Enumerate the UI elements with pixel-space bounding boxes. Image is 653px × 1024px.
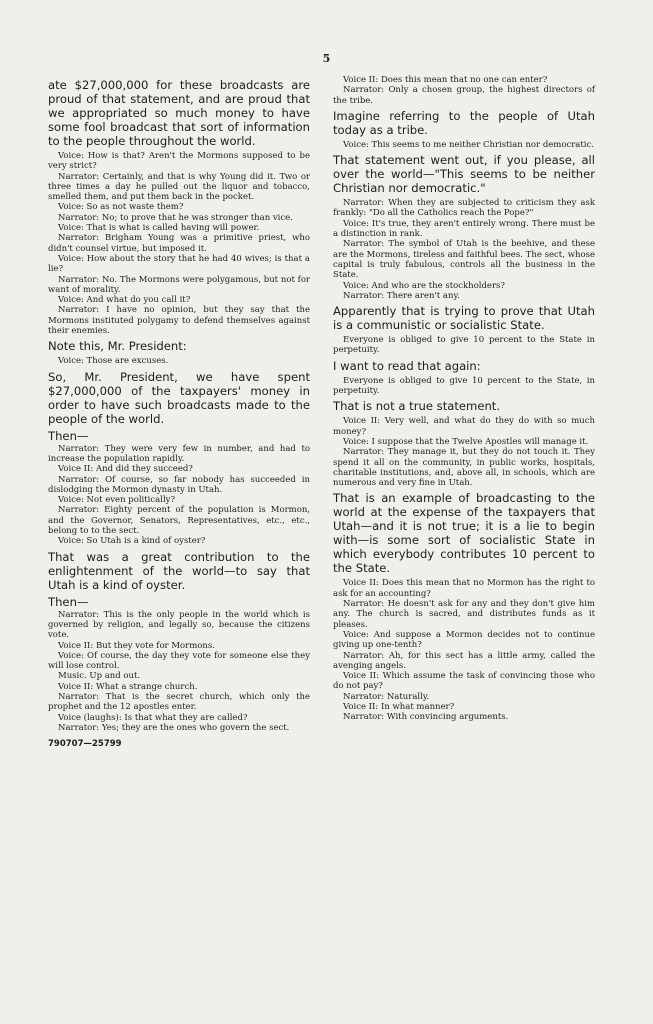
right-dialogue-line: Voice: This seems to me neither Christian nor democratic. [343,139,594,150]
right-dialogue-line: Narrator: The symbol of Utah is the beehive, and these are the Mormons, tireless and faithful bees. The sect, whose capital is truly fabulous, controls all the business in the State. [333,239,595,281]
page-number: 5 [322,52,331,65]
left-dialogue-line: Narrator: I have no opinion, but they say that the Mormons instituted polygamy to defend themselves against their enemies. [48,305,310,337]
left-dialogue-line: Voice: Those are excuses. [58,356,169,367]
right-statement: That is an example of broadcasting to the world at the expense of the taxpayers that Utah—and it is not true; it is a lie to begin with—is some sort of socialistic State in which everybody contributes 10 percent to the State. [333,491,595,576]
right-statement: That is not a true statement. [333,399,501,414]
left-dialogue-line: Voice: Of course, the day they vote for someone else they will lose control. [48,650,310,672]
right-dialogue-line: Voice II: Very well, and what do they do with so much money? [333,416,595,437]
left-statement: Note this, Mr. President: [48,339,187,354]
right-statement: Imagine referring to the people of Utah today as a tribe. [333,108,595,137]
right-dialogue-line: Voice: I suppose that the Twelve Apostles will manage it. [343,436,589,447]
right-dialogue-line: Narrator: Naturally. [343,691,430,702]
right-statement: That statement went out, if you please, all over the world—"This seems to be neither Christian nor democratic." [333,153,595,196]
left-dialogue-line: Voice: That is what is called having will power. [58,223,260,234]
right-dialogue-line: Voice II: In what manner? [343,701,455,712]
left-dialogue-line: Voice II: And did they succeed? [58,464,193,475]
left-dialogue-line: Narrator: That is the secret church, which only the prophet and the 12 apostles enter. [48,691,310,713]
right-dialogue-line: Narrator: When they are subjected to criticism they ask frankly: "Do all the Catholics reach the Pope?" [333,198,595,219]
right-dialogue-line: Narrator: Ah, for this sect has a little army, called the avenging angels. [333,650,595,671]
right-dialogue-line: Voice: It's true, they aren't entirely wrong. There must be a distinction in rank. [333,218,595,240]
right-dialogue-line: Narrator: They manage it, but they do not touch it. They spend it all on the community, in public works, hospitals, charitable institutions, and, above all, in schools, which are numerous and very fine in Utah. [333,447,595,489]
right-dialogue-line: Voice: And suppose a Mormon decides not to continue giving up one-tenth? [333,629,595,651]
print-code: 790707—25799 [48,739,122,750]
left-dialogue-line: Narrator: Eighty percent of the population is Mormon, and the Governor, Senators, Representatives, etc., etc., belong to to the sect. [48,505,310,537]
right-statement: I want to read that again: [333,358,481,373]
left-dialogue-line: Voice: How about the story that he had 40 wives; is that a lie? [48,253,310,275]
right-dialogue-line: Narrator: There aren't any. [343,290,460,301]
left-dialogue-line: Voice (laughs): Is that what they are called? [58,712,248,723]
right-statement: Apparently that is trying to prove that Utah is a communistic or socialistic State. [333,304,595,333]
left-dialogue-line: Voice II: What a strange church. [58,681,198,692]
left-then: Then— [48,428,89,443]
left-statement: That was a great contribution to the enlightenment of the world—to say that Utah is a kind of oyster. [48,549,310,592]
right-dialogue-line: Narrator: Only a chosen group, the highest directors of the tribe. [333,85,595,106]
right-dialogue-line: Everyone is obliged to give 10 percent to the State in perpetuity. [333,335,595,356]
left-dialogue-line: Voice II: But they vote for Mormons. [58,640,215,651]
left-dialogue-line: Narrator: Brigham Young was a primitive priest, who didn't counsel virtue, but imposed it. [48,233,310,254]
right-dialogue-line: Narrator: With convincing arguments. [343,712,509,723]
right-dialogue-line: Voice II: Which assume the task of convincing those who do not pay? [333,671,595,692]
left-column [48,75,310,749]
left-statement: ate $27,000,000 for these broadcasts are proud of that statement, and are proud that we appropriated so much money to have some fool broadcast that sort of information to the people throughout the world. [48,78,310,148]
left-then: Then— [48,594,89,609]
left-dialogue-line: Music. Up and out. [58,671,141,682]
left-statement: So, Mr. President, we have spent $27,000,000 of the taxpayers' money in order to have such broadcasts made to the people of the world. [48,369,310,426]
left-dialogue-line: Narrator: Of course, so far nobody has succeeded in dislodging the Mormon dynasty in Utah. [48,474,310,495]
left-dialogue-line: Voice: Not even politically? [58,495,176,506]
left-dialogue-line: Voice: So as not waste them? [58,202,184,213]
left-dialogue-line: Narrator: This is the only people in the world which is governed by religion, and legally so, because the citizens vote. [48,609,310,641]
left-dialogue-line: Narrator: No; to prove that he was stronger than vice. [58,212,293,223]
right-dialogue-line: Everyone is obliged to give 10 percent to the State, in perpetuity. [333,375,595,397]
right-dialogue-line: Narrator: He doesn't ask for any and they don't give him any. The church is sacred, and distributes funds as it pleases. [333,599,595,630]
right-dialogue-line: Voice: And who are the stockholders? [343,280,505,291]
right-dialogue-line: Voice II: Does this mean that no one can enter? [343,75,548,85]
right-dialogue-line: Voice II: Does this mean that no Mormon has the right to ask for an accounting? [333,578,595,599]
left-dialogue-line: Voice: And what do you call it? [58,295,191,306]
left-dialogue-line: Voice: How is that? Aren't the Mormons supposed to be very strict? [48,151,310,172]
right-column [333,75,595,723]
left-dialogue-line: Narrator: Certainly, and that is why Young did it. Two or three times a day he pulled out the liquor and tobacco, smelled them, and put them back in the pocket. [48,171,310,203]
left-dialogue-line: Narrator: Yes; they are the ones who govern the sect. [58,722,290,733]
left-dialogue-line: Voice: So Utah is a kind of oyster? [58,536,206,547]
left-dialogue-line: Narrator: They were very few in number, and had to increase the population rapidly. [48,443,310,464]
left-dialogue-line: Narrator: No. The Mormons were polygamous, but not for want of morality. [48,274,310,295]
